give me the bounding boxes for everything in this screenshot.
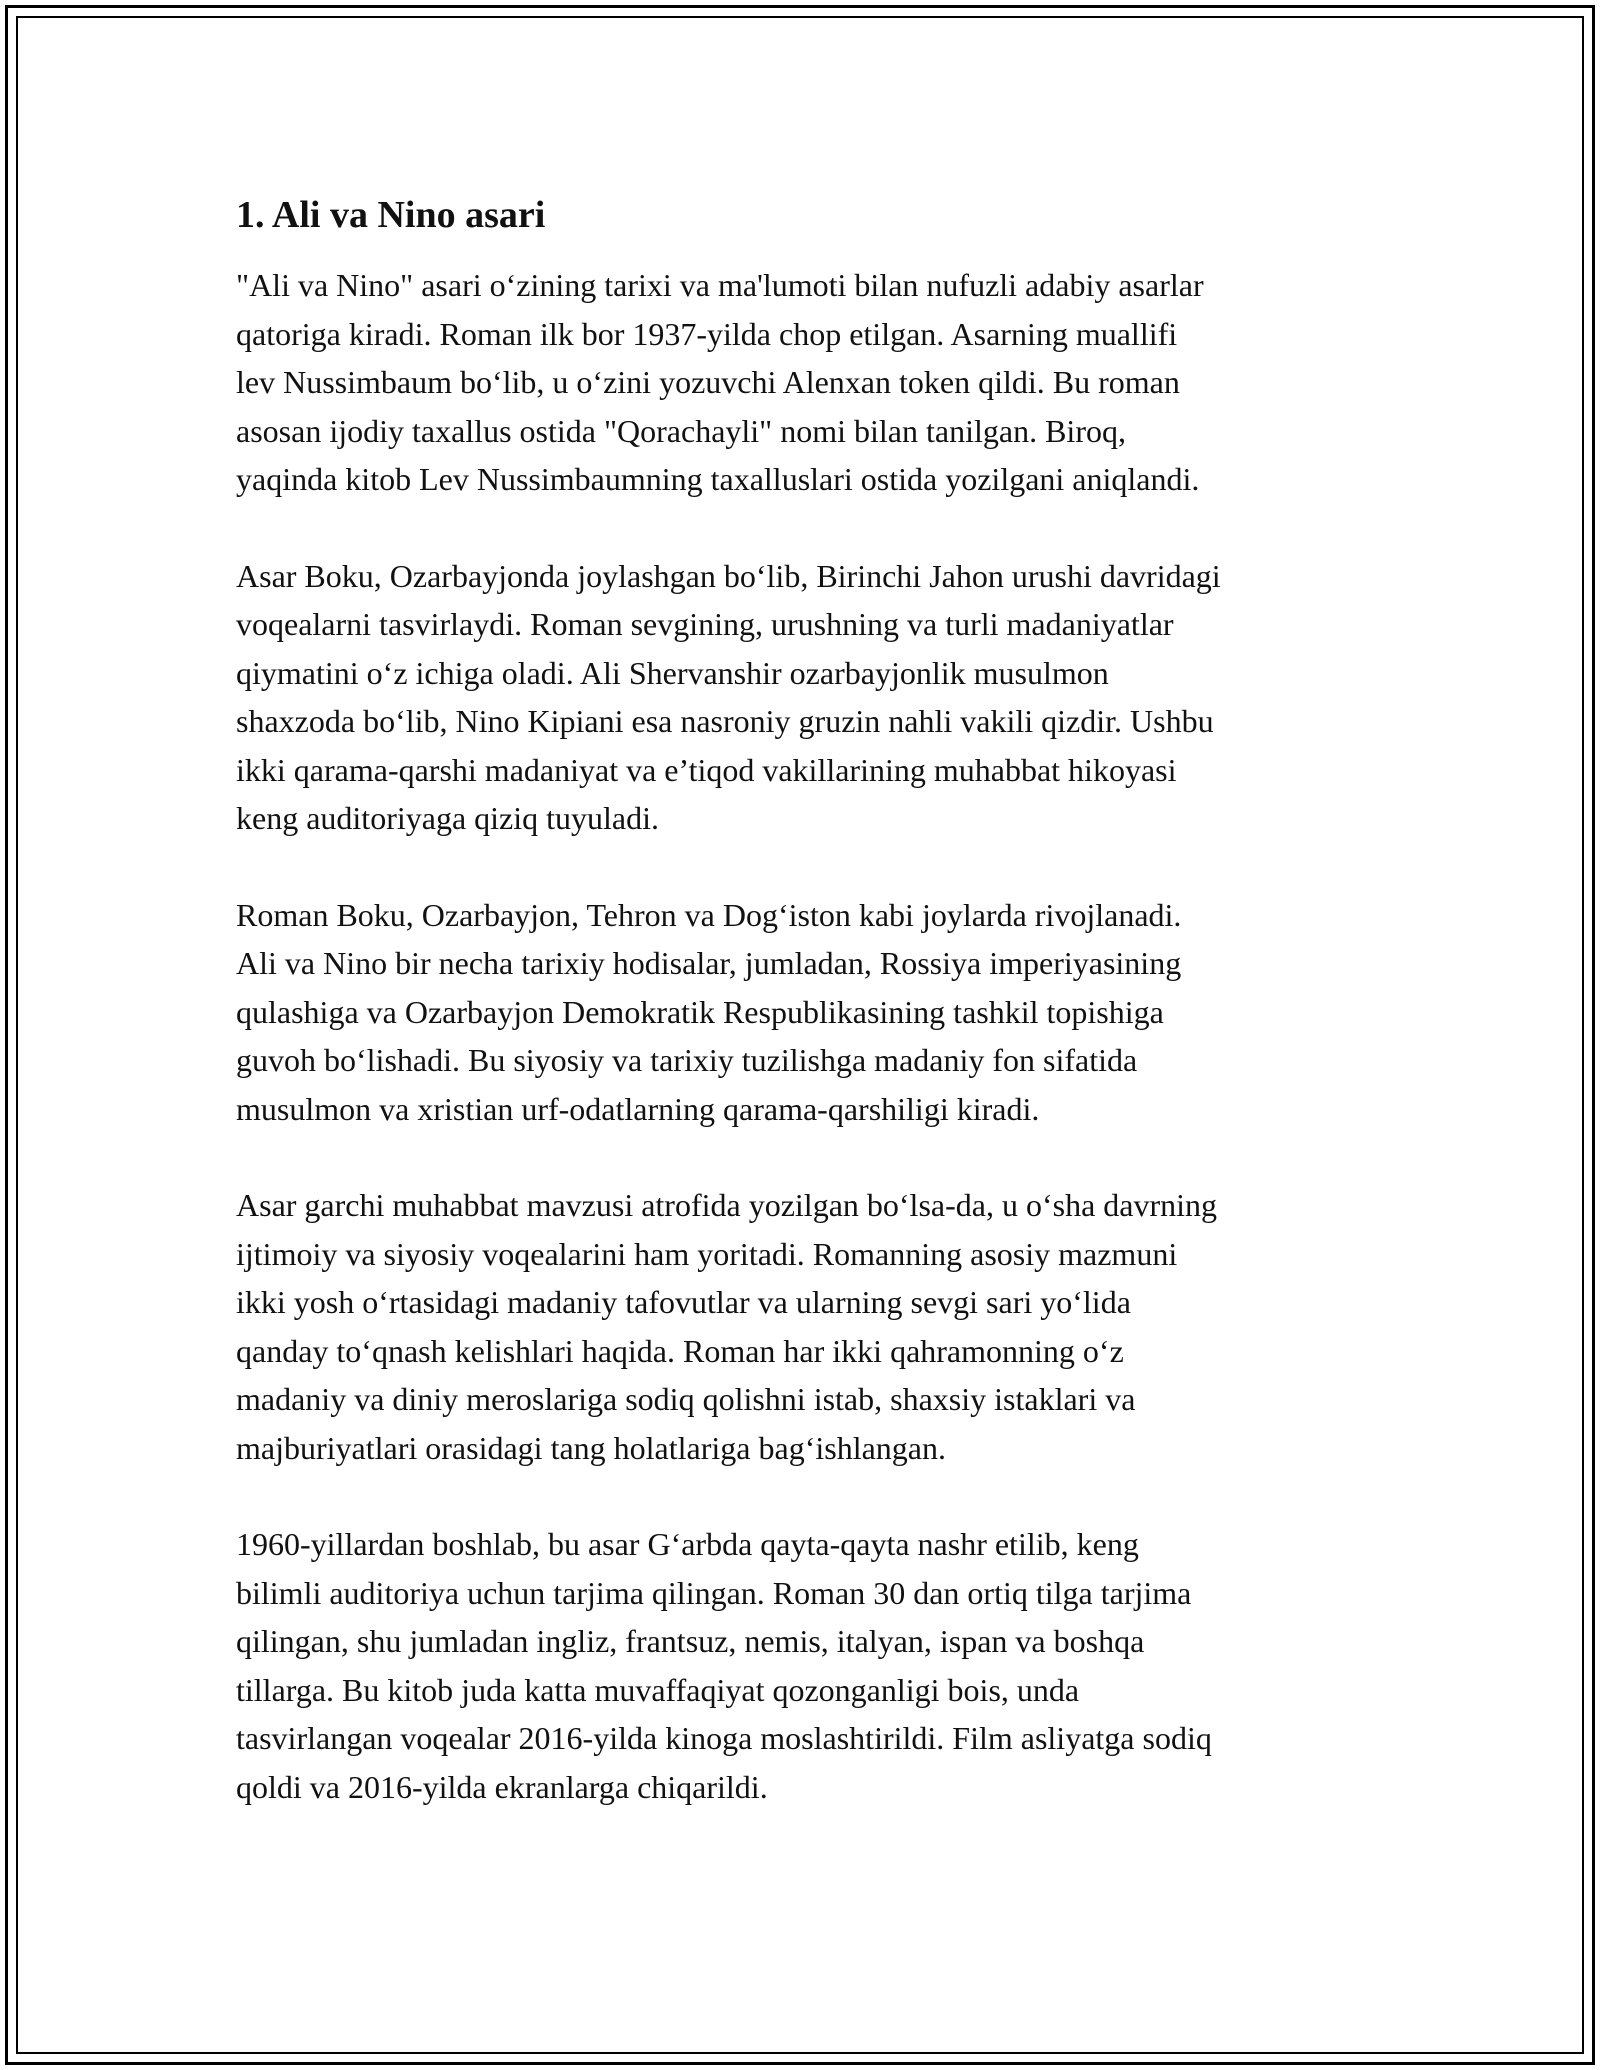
paragraph-line: Ali va Nino bir necha tarixiy hodisalar, jumladan, Rossiya imperiyasining [236, 945, 1182, 981]
paragraph-4 [236, 1181, 1376, 1472]
paragraph-line: "Ali va Nino" asari o‘zining tarixi va ma'lumoti bilan nufuzli adabiy asarlar [236, 267, 1204, 303]
paragraph-line: Roman Boku, Ozarbayjon, Tehron va Dog‘iston kabi joylarda rivojlanadi. [236, 896, 1182, 933]
paragraph-line: guvoh bo‘lishadi. Bu siyosiy va tarixiy tuzilishga madaniy fon sifatida [236, 1042, 1138, 1078]
paragraph-line: lev Nussimbaum bo‘lib, u o‘zini yozuvchi Alenxan token qildi. Bu roman [236, 364, 1180, 400]
paragraph-line: musulmon va xristian urf-odatlarning qarama-qarshiligi kiradi. [236, 1090, 1040, 1127]
paragraph-line: tillarga. Bu kitob juda katta muvaffaqiyat qozonganligi bois, unda [236, 1671, 1080, 1708]
paragraph-line: yaqinda kitob Lev Nussimbaumning taxalluslari ostida yozilgani aniqlandi. [236, 461, 1200, 497]
paragraph-line: qoldi va 2016-yilda ekranlarga chiqarildi. [236, 1768, 768, 1805]
paragraph-line: qatoriga kiradi. Roman ilk bor 1937-yilda chop etilgan. Asarning muallifi [236, 315, 1178, 352]
paragraph-line: tasvirlangan voqealar 2016-yilda kinoga moslashtirildi. Film asliyatga sodiq [236, 1720, 1212, 1756]
document-body [236, 185, 1376, 1859]
paragraph-line: ijtimoiy va siyosiy voqealarini ham yoritadi. Romanning asosiy mazmuni [236, 1235, 1178, 1272]
paragraph-5 [236, 1520, 1376, 1811]
paragraph-line: ikki yosh o‘rtasidagi madaniy tafovutlar va ularning sevgi sari yo‘lida [236, 1284, 1131, 1320]
paragraph-1 [236, 261, 1376, 504]
paragraph-line: voqealarni tasvirlaydi. Roman sevgining, urushning va turli madaniyatlar [236, 606, 1174, 642]
document-title: 1. Ali va Nino asari [236, 194, 546, 236]
paragraph-line: qulashiga va Ozarbayjon Demokratik Respublikasining tashkil topishiga [236, 993, 1164, 1030]
paragraph-line: 1960-yillardan boshlab, bu asar G‘arbda qayta-qayta nashr etilib, keng [236, 1526, 1139, 1562]
paragraph-line: Asar garchi muhabbat mavzusi atrofida yozilgan bo‘lsa-da, u o‘sha davrning [236, 1187, 1218, 1223]
paragraph-line: majburiyatlari orasidagi tang holatlariga bag‘ishlangan. [236, 1429, 946, 1466]
paragraph-line: shaxzoda bo‘lib, Nino Kipiani esa nasroniy gruzin nahli vakili qizdir. Ushbu [236, 703, 1214, 739]
paragraph-line: Asar Boku, Ozarbayjonda joylashgan bo‘lib, Birinchi Jahon urushi davridagi [236, 557, 1221, 594]
paragraph-3 [236, 891, 1376, 1134]
paragraph-line: qiymatini o‘z ichiga oladi. Ali Shervanshir ozarbayjonlik musulmon [236, 654, 1109, 691]
paragraph-line: bilimli auditoriya uchun tarjima qilingan. Roman 30 dan ortiq tilga tarjima [236, 1574, 1192, 1611]
paragraph-line: qilingan, shu jumladan ingliz, frantsuz, nemis, italyan, ispan va boshqa [236, 1623, 1145, 1659]
paragraph-line: ikki qarama-qarshi madaniyat va e’tiqod vakillarining muhabbat hikoyasi [236, 751, 1177, 788]
paragraph-line: keng auditoriyaga qiziq tuyuladi. [236, 800, 659, 836]
paragraph-line: madaniy va diniy meroslariga sodiq qolishni istab, shaxsiy istaklari va [236, 1381, 1136, 1417]
paragraph-line: asosan ijodiy taxallus ostida "Qorachayli" nomi bilan tanilgan. Biroq, [236, 412, 1126, 449]
paragraph-2 [236, 552, 1376, 843]
paragraph-line: qanday to‘qnash kelishlari haqida. Roman har ikki qahramonning o‘z [236, 1332, 1124, 1369]
